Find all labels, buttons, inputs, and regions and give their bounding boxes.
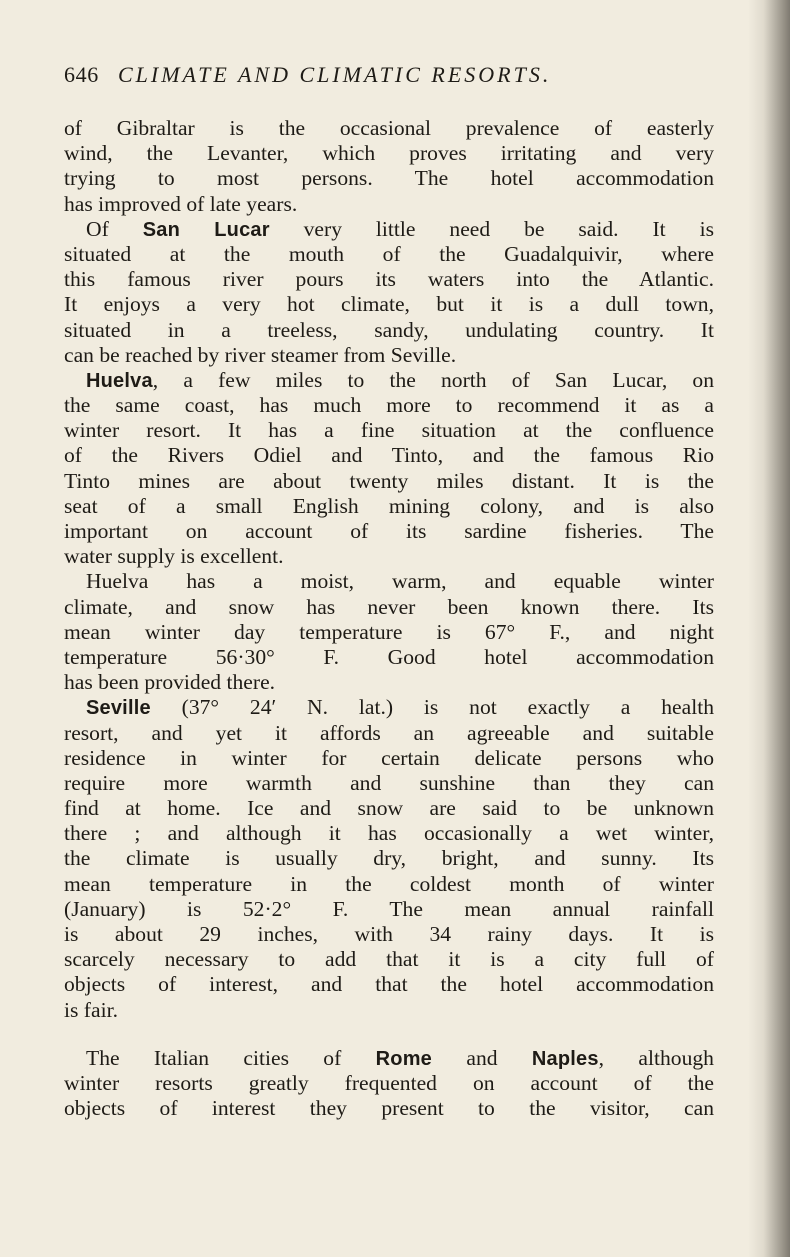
text-line: has been provided there. bbox=[64, 670, 276, 695]
body-text bbox=[64, 116, 714, 1121]
text-line: is fair. bbox=[64, 997, 118, 1022]
text-line: temperature 56·30° F. Good hotel accommodation bbox=[64, 644, 714, 669]
text-line: has improved of late years. bbox=[64, 191, 298, 216]
text-line: of Gibraltar is the occasional prevalence of easterly bbox=[64, 116, 714, 140]
text-line: Seville (37° 24′ N. lat.) is not exactly a health bbox=[86, 695, 714, 720]
running-header bbox=[64, 62, 551, 92]
text-line: residence in winter for certain delicate persons who bbox=[64, 745, 714, 770]
text-line: the climate is usually dry, bright, and sunny. Its bbox=[64, 846, 714, 871]
running-title: CLIMATE AND CLIMATIC RESORTS. bbox=[118, 62, 552, 87]
text-line: there ; and although it has occasionally a wet winter, bbox=[64, 821, 714, 846]
text-line: objects of interest they present to the visitor, can bbox=[64, 1096, 714, 1121]
text-line: water supply is excellent. bbox=[64, 544, 284, 569]
text-line: winter resorts greatly frequented on account of the bbox=[64, 1070, 714, 1095]
place-name-rome: Rome bbox=[375, 1047, 433, 1070]
text-line: resort, and yet it affords an agreeable and suitable bbox=[64, 720, 714, 745]
text-line: require more warmth and sunshine than they can bbox=[64, 770, 714, 795]
text-line: It enjoys a very hot climate, but it is a dull town, bbox=[64, 292, 714, 317]
text-line: winter resort. It has a fine situation at the confluence bbox=[64, 418, 714, 443]
text-line: the same coast, has much more to recommend it as a bbox=[64, 393, 714, 418]
text-line: objects of interest, and that the hotel accommodation bbox=[64, 972, 714, 997]
text-line: Huelva has a moist, warm, and equable winter bbox=[86, 569, 714, 594]
text-line: Tinto mines are about twenty miles distant. It is the bbox=[64, 468, 714, 493]
text-line: scarcely necessary to add that it is a city full of bbox=[64, 947, 714, 972]
place-name-seville: Seville bbox=[86, 697, 151, 720]
text-line: Huelva, a few miles to the north of San Lucar, on bbox=[86, 367, 714, 392]
text-line: this famous river pours its waters into the Atlantic. bbox=[64, 267, 714, 292]
text-line: trying to most persons. The hotel accommodation bbox=[64, 166, 714, 191]
text-line: The Italian cities of Rome and Naples, although bbox=[86, 1045, 714, 1070]
text-line: seat of a small English mining colony, and is also bbox=[64, 493, 714, 518]
text-line: wind, the Levanter, which proves irritating and very bbox=[64, 141, 714, 166]
place-name-huelva: Huelva bbox=[86, 369, 153, 392]
text-line: situated at the mouth of the Guadalquivir, where bbox=[64, 241, 714, 266]
place-name-naples: Naples bbox=[531, 1047, 599, 1070]
text-line: (January) is 52·2° F. The mean annual rainfall bbox=[64, 896, 714, 921]
text-line: climate, and snow has never been known there. Its bbox=[64, 594, 714, 619]
paragraph-gap bbox=[64, 1023, 714, 1046]
text-line: important on account of its sardine fisheries. The bbox=[64, 519, 714, 543]
page-number: 646 bbox=[64, 62, 99, 87]
text-line: situated in a treeless, sandy, undulating country. It bbox=[64, 317, 714, 342]
text-line: Of San Lucar very little need be said. It is bbox=[86, 216, 714, 241]
text-line: can be reached by river steamer from Seville. bbox=[64, 342, 457, 367]
text-line: mean temperature in the coldest month of winter bbox=[64, 871, 714, 896]
text-line: of the Rivers Odiel and Tinto, and the famous Rio bbox=[64, 443, 714, 468]
text-line: find at home. Ice and snow are said to be unknown bbox=[64, 796, 714, 821]
text-line: is about 29 inches, with 34 rainy days. It is bbox=[64, 922, 714, 946]
place-name-san-lucar: San Lucar bbox=[142, 218, 270, 241]
page-edge bbox=[790, 0, 800, 1257]
text-line: mean winter day temperature is 67° F., and night bbox=[64, 619, 714, 644]
